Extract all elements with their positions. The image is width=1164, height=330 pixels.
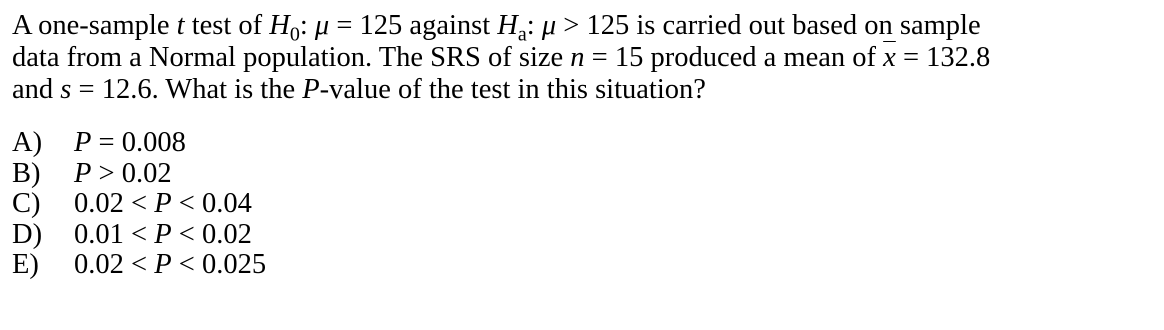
choice-suffix: = 0.008 [91,127,186,158]
choice-d[interactable] [12,220,266,251]
text-segment: data from a Normal population. The SRS of size [12,42,571,73]
choice-suffix: < 0.025 [171,249,267,280]
choice-letter: A) [12,127,43,158]
symbol-x-bar: $\overline{x}$ [883,42,896,73]
text-segment: = 132.8 [895,42,991,73]
subscript-a: a [517,23,527,46]
text-segment: test of [184,10,270,41]
choice-b[interactable] [12,159,266,190]
symbol-mu: μ [314,10,330,41]
variable-h: H [269,10,290,41]
text-segment: and [12,74,61,105]
choice-suffix: < 0.04 [171,188,252,219]
choice-a[interactable] [12,128,266,159]
symbol-mu: μ [541,10,557,41]
question-line-1 [12,10,1152,46]
variable-n: n [570,42,585,73]
variable-p: P [302,74,320,105]
choice-suffix: < 0.02 [171,218,252,250]
choice-letter: E) [12,249,39,280]
question-text [12,10,1152,106]
text-segment: -value of the test in this situation? [319,74,706,105]
text-segment: A one-sample [12,10,177,41]
question-line-2 [12,42,1152,74]
choice-e[interactable] [12,250,266,281]
text-segment: = 12.6. What is the [71,74,303,105]
choice-prefix: 0.02 < [74,249,155,280]
choice-letter: B) [12,157,41,189]
choice-prefix: 0.01 < [74,218,155,250]
text-segment: : [299,10,315,41]
variable-p: P [154,218,172,250]
choice-letter: D) [12,218,43,250]
variable-s: s [60,74,72,105]
text-segment: > 125 is carried out based on sample [556,10,981,41]
variable-p: P [74,127,92,158]
text-segment: = 125 against [329,10,498,41]
subscript-0: 0 [289,23,300,46]
variable-p: P [74,157,92,189]
variable-h: H [497,10,518,41]
choice-suffix: > 0.02 [91,157,172,189]
choice-prefix: 0.02 < [74,188,155,219]
answer-choices [12,128,266,281]
choice-letter: C) [12,188,41,219]
choice-c[interactable] [12,189,266,220]
variable-p: P [154,188,172,219]
variable-p: P [154,249,172,280]
text-segment: = 15 produced a mean of [584,42,884,73]
variable-t: t [176,10,185,41]
question-line-3 [12,74,1152,106]
text-segment: : [526,10,542,41]
